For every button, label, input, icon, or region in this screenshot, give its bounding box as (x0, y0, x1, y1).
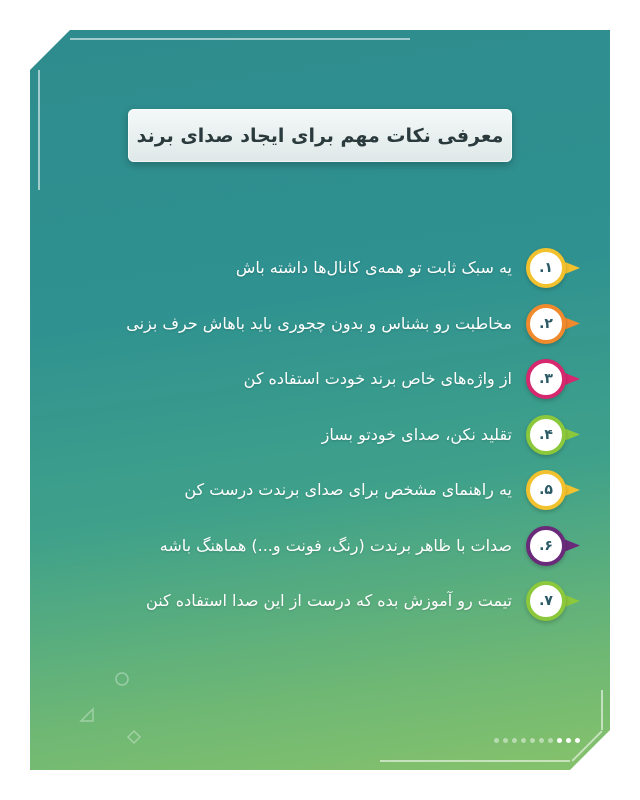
list-item (60, 407, 580, 463)
pagination-dot (548, 738, 553, 743)
item-text: یه سبک ثابت تو همه‌ی کانال‌ها داشته باش (235, 258, 512, 277)
pagination-dot (503, 738, 508, 743)
badge-circle (526, 248, 566, 288)
badge-circle (526, 415, 566, 455)
frame-line-bottom (380, 760, 570, 762)
number-badge (524, 470, 580, 510)
item-number: ۶. (539, 537, 553, 554)
number-badge (524, 304, 580, 344)
number-badge (524, 359, 580, 399)
list-item (60, 462, 580, 518)
item-number: ۵. (539, 482, 553, 498)
pagination-dot (530, 738, 535, 743)
pagination-dot (521, 738, 526, 743)
pagination-dot (575, 738, 580, 743)
item-text: از واژه‌های خاص برند خودت استفاده کن (243, 369, 512, 388)
list-item (60, 573, 580, 629)
badge-circle (526, 526, 566, 566)
list-item (60, 351, 580, 407)
badge-circle (526, 581, 566, 621)
title-box (128, 109, 512, 162)
number-badge (524, 248, 580, 288)
list-item (60, 296, 580, 352)
number-badge (524, 581, 580, 621)
item-text: تیمت رو آموزش بده که درست از این صدا استفاده کنن (146, 591, 512, 610)
item-number: ۱. (539, 260, 553, 276)
item-text: صدات با ظاهر برندت (رنگ، فونت و...) هماهنگ باشه (159, 535, 512, 555)
pagination-dot (494, 738, 499, 743)
item-number: ۳. (539, 371, 553, 387)
number-badge (524, 526, 580, 566)
pagination-dot (539, 738, 544, 743)
pagination-dot (566, 738, 571, 743)
triangle-outline-icon (78, 706, 96, 724)
item-text: مخاطبت رو بشناس و بدون چجوری باید باهاش حرف بزنی (126, 313, 512, 333)
badge-circle (526, 470, 566, 510)
item-number: ۴. (539, 426, 553, 443)
pagination-dot (557, 738, 562, 743)
frame-line-top (70, 38, 410, 40)
list-item (60, 518, 580, 574)
badge-circle (526, 304, 566, 344)
frame-line-right (601, 690, 603, 730)
pagination-dot (512, 738, 517, 743)
circle-outline-icon (114, 671, 130, 687)
diamond-outline-icon (126, 729, 142, 745)
number-badge (524, 415, 580, 455)
item-text: تقلید نکن، صدای خودتو بساز (321, 424, 512, 444)
list-item (60, 240, 580, 296)
item-number: ۷. (539, 593, 553, 609)
page-title: معرفی نکات مهم برای ایجاد صدای برند (136, 124, 504, 147)
item-number: ۲. (539, 315, 553, 332)
frame-line-left (38, 70, 40, 190)
item-text: یه راهنمای مشخص برای صدای برندت درست کن (184, 480, 512, 499)
badge-circle (526, 359, 566, 399)
pagination-dots (494, 738, 580, 743)
